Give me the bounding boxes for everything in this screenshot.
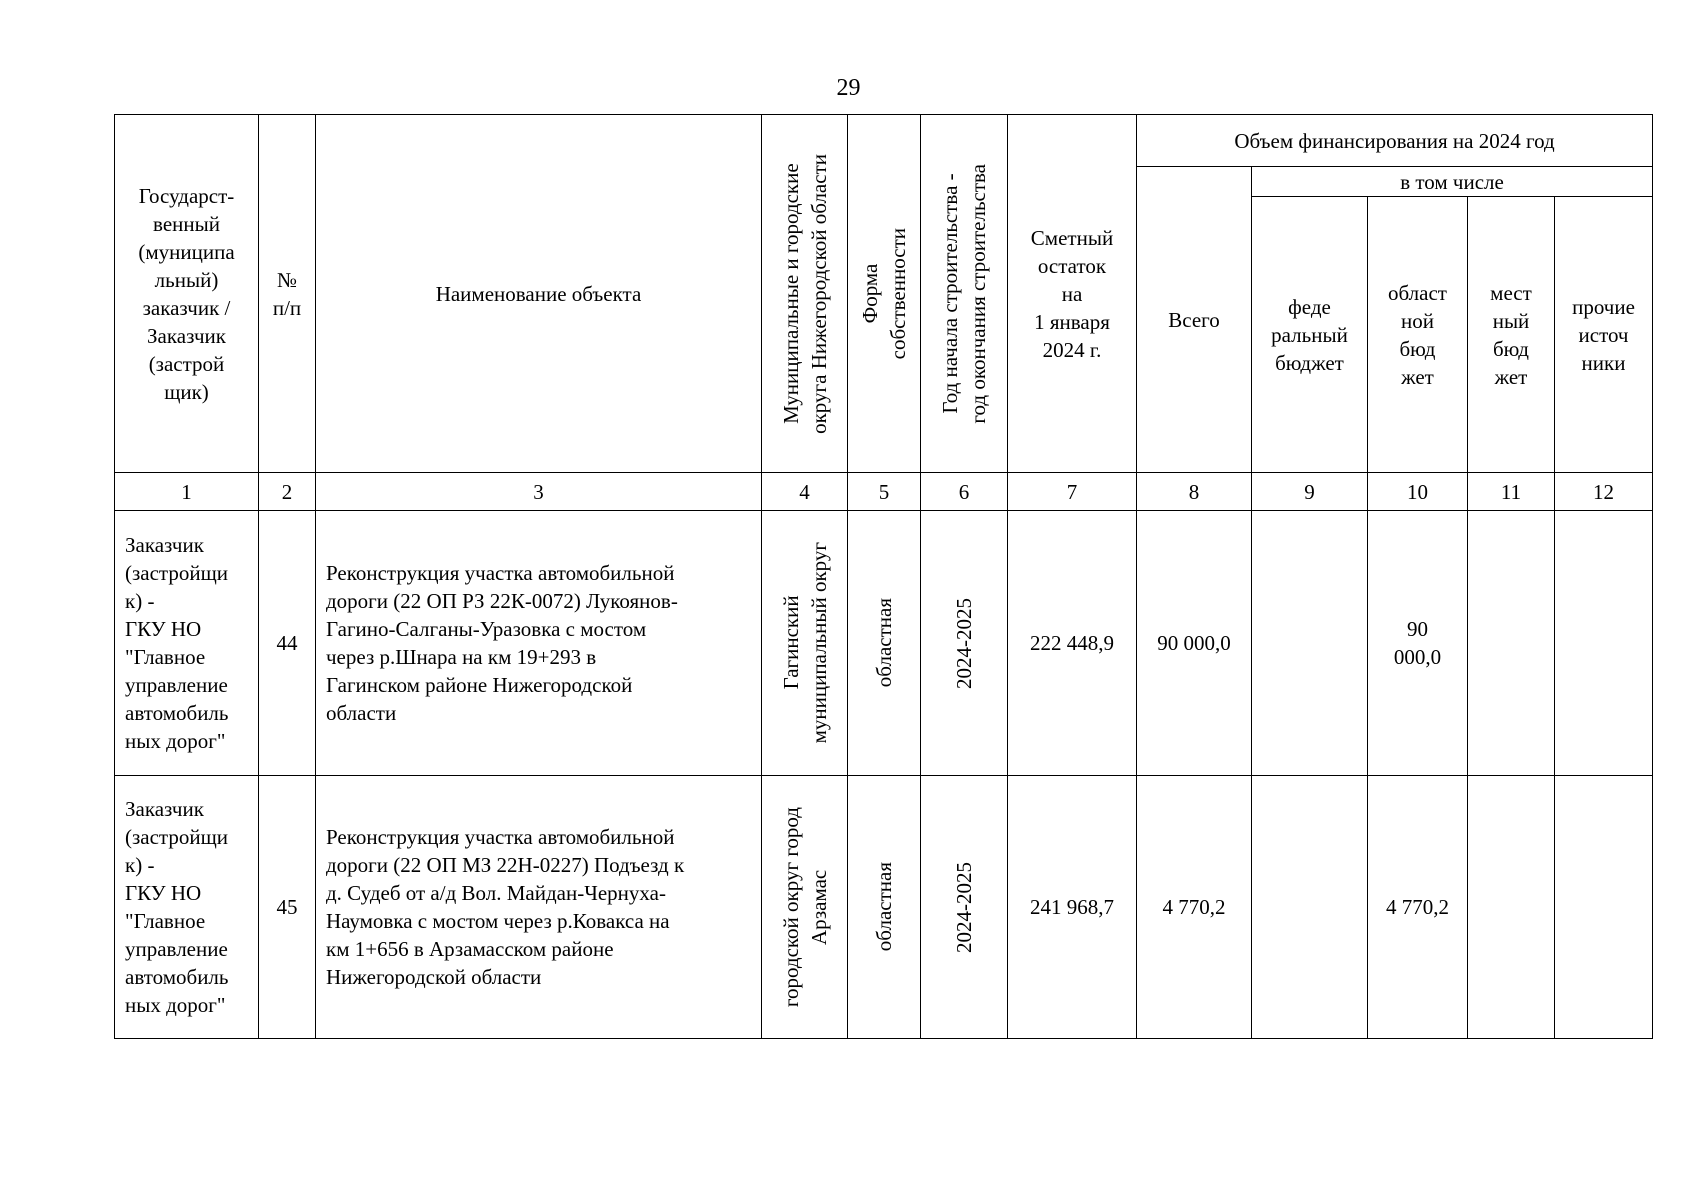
header-customer bbox=[115, 115, 259, 473]
row-district bbox=[762, 776, 848, 1039]
header-district bbox=[762, 115, 848, 473]
row-remaining: 222 448,9 bbox=[1008, 511, 1137, 776]
header-local bbox=[1468, 197, 1555, 473]
header-row-1 bbox=[115, 115, 1653, 167]
row-customer bbox=[115, 776, 259, 1039]
column-number: 3 bbox=[316, 473, 762, 511]
row-other bbox=[1555, 511, 1653, 776]
row-local bbox=[1468, 511, 1555, 776]
row-regional-text: 4 770,2 bbox=[1386, 895, 1449, 919]
header-including-text: в том числе bbox=[1400, 169, 1504, 194]
row-ownership bbox=[848, 511, 921, 776]
header-federal bbox=[1252, 197, 1368, 473]
row-object-name-text: Реконструкция участка автомобильной дороги (22 ОП РЗ 22К-0072) Лукоянов- Гагино-Салганы-Уразовка с мостом через р.Шнара на км 19+293 в Гагинском районе Нижегородской области bbox=[326, 561, 678, 725]
row-object-name bbox=[316, 511, 762, 776]
header-remaining bbox=[1008, 115, 1137, 473]
column-number: 6 bbox=[921, 473, 1008, 511]
column-number: 2 bbox=[259, 473, 316, 511]
row-ownership-text: областная bbox=[872, 598, 896, 688]
header-number bbox=[259, 115, 316, 473]
row-object-name-text: Реконструкция участка автомобильной дороги (22 ОП МЗ 22Н-0227) Подъезд к д. Судеб от а/д Вол. Майдан-Чернуха- Наумовка с мостом через р.Ковакса на км 1+656 в Арзамасском районе Нижегородской области bbox=[326, 825, 685, 989]
column-number: 11 bbox=[1468, 473, 1555, 511]
row-object-name bbox=[316, 776, 762, 1039]
column-number: 12 bbox=[1555, 473, 1653, 511]
header-local-text: мест ный бюд жет bbox=[1490, 280, 1532, 389]
header-district-text: Муниципальные и городские округа Нижегородской области bbox=[778, 153, 831, 434]
column-number: 9 bbox=[1252, 473, 1368, 511]
row-years-text: 2024-2025 bbox=[952, 861, 976, 953]
row-district bbox=[762, 511, 848, 776]
header-ownership bbox=[848, 115, 921, 473]
header-regional bbox=[1368, 197, 1468, 473]
row-ownership bbox=[848, 776, 921, 1039]
header-remaining-text: Сметный остаток на 1 января 2024 г. bbox=[1030, 225, 1114, 362]
row-years bbox=[921, 511, 1008, 776]
row-remaining: 241 968,7 bbox=[1008, 776, 1137, 1039]
row-regional bbox=[1368, 776, 1468, 1039]
page-number: 29 bbox=[836, 75, 861, 101]
row-federal bbox=[1252, 511, 1368, 776]
header-funding-group-text: Объем финансирования на 2024 год bbox=[1234, 128, 1555, 153]
header-federal-text: феде ральный бюджет bbox=[1271, 294, 1348, 375]
header-ownership-text: Форма собственности bbox=[858, 227, 910, 360]
row-customer bbox=[115, 511, 259, 776]
header-funding-group bbox=[1137, 115, 1653, 167]
header-total-text: Всего bbox=[1168, 307, 1220, 332]
header-total bbox=[1137, 167, 1252, 473]
row-district-text: городской округ город Арзамас bbox=[778, 806, 831, 1008]
row-ownership-text: областная bbox=[872, 862, 896, 952]
row-federal bbox=[1252, 776, 1368, 1039]
row-total: 90 000,0 bbox=[1137, 511, 1252, 776]
row-years-text: 2024-2025 bbox=[952, 597, 976, 689]
row-regional-text: 90 000,0 bbox=[1393, 617, 1442, 669]
financing-table bbox=[114, 114, 1653, 1039]
header-number-text: № п/п bbox=[272, 267, 302, 320]
header-regional-text: област ной бюд жет bbox=[1388, 280, 1447, 389]
row-years bbox=[921, 776, 1008, 1039]
header-including bbox=[1252, 167, 1653, 197]
table-row bbox=[115, 776, 1653, 1039]
row-number: 45 bbox=[259, 776, 316, 1039]
header-other-text: прочие источ ники bbox=[1572, 294, 1635, 375]
column-number: 4 bbox=[762, 473, 848, 511]
header-years-text: Год начала строительства - год окончания строительства bbox=[938, 163, 990, 424]
row-local bbox=[1468, 776, 1555, 1039]
column-number: 8 bbox=[1137, 473, 1252, 511]
header-other bbox=[1555, 197, 1653, 473]
column-number: 1 bbox=[115, 473, 259, 511]
row-total: 4 770,2 bbox=[1137, 776, 1252, 1039]
header-customer-text: Государст- венный (муниципа льный) заказчик / Заказчик (застрой щик) bbox=[138, 183, 235, 404]
header-object-name bbox=[316, 115, 762, 473]
row-other bbox=[1555, 776, 1653, 1039]
row-district-text: Гагинский муниципальный округ bbox=[778, 542, 831, 744]
column-numbers-row bbox=[115, 473, 1653, 511]
table-row bbox=[115, 511, 1653, 776]
column-number: 10 bbox=[1368, 473, 1468, 511]
header-object-name-text: Наименование объекта bbox=[435, 281, 642, 306]
row-customer-text: Заказчик (застройщи к) - ГКУ НО "Главное управление автомобиль ных дорог" bbox=[125, 797, 229, 1017]
row-number: 44 bbox=[259, 511, 316, 776]
column-number: 7 bbox=[1008, 473, 1137, 511]
row-regional bbox=[1368, 511, 1468, 776]
row-customer-text: Заказчик (застройщи к) - ГКУ НО "Главное управление автомобиль ных дорог" bbox=[125, 533, 229, 753]
column-number: 5 bbox=[848, 473, 921, 511]
header-years bbox=[921, 115, 1008, 473]
